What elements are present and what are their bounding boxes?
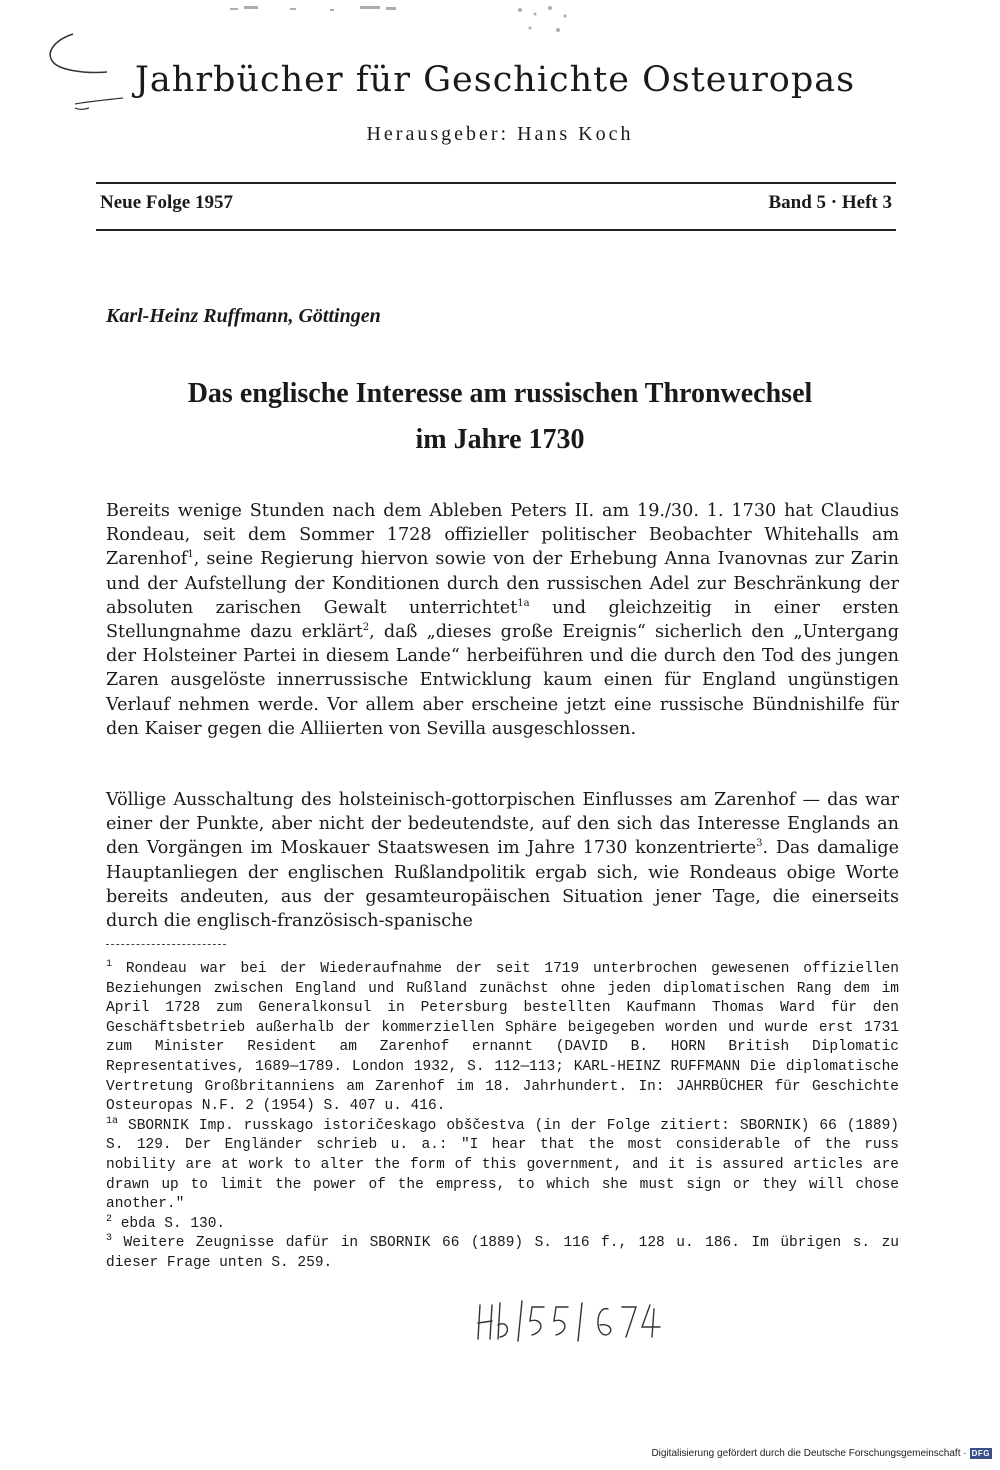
body-paragraph-2 [106,788,899,933]
footnote-separator [106,944,226,946]
body-paragraph-1 [106,499,899,741]
paragraph-text: und gleichzeitig in einer ersten Stellungnahme dazu erklärt [106,597,899,643]
editor-line: Herausgeber: Hans Koch [366,123,634,145]
faint-stamp-marks [220,0,600,40]
paragraph-text: Völlige Ausschaltung des holsteinisch-gottorpischen Einflusses am Zarenhof — das war einer der Punkte, aber nicht der bedeutendste, auf den sich das Interesse Englands an den Vorgängen im Moskauer Staatswesen im Jahre 1730 konzentrierte [106,790,899,859]
paragraph-text: . Das damalige Hauptanliegen der englischen Rußlandpolitik ergab sich, wie Rondeaus obige Worte bereits andeuten, aus der gesamteuropäischen Situation jener Tage, die einerseits durch die englisch-französisch-spanische [106,838,899,932]
footnote-mark: 1 [106,959,113,971]
paragraph-text: , daß „dieses große Ereignis“ sicherlich den „Untergang der Holsteiner Partei in diesem Lande“ herbeiführen und die durch den Tod des jungen Zaren ausgelöste innerrussische Entwicklung kaum einen für England ungünstigen Verlauf nehmen werde. Vor allem aber erscheine jetzt eine russische Bündnishilfe für den Kaiser gegen die Alliierten von Sevilla ausgeschlossen. [106,622,899,739]
article-title [80,371,920,463]
footnote-mark: 2 [106,1213,113,1225]
footnote-2 [106,1215,899,1235]
credit-text: Digitalisierung gefördert durch die Deutsche Forschungsgemeinschaft · [651,1448,967,1459]
footnote-1a [106,1117,899,1215]
paragraph-text: , seine Regierung hiervon sowie von der Erhebung Anna Ivanovnas zur Zarin und der Aufstellung der Konditionen durch den russischen Adel zur Beschränkung der absoluten zarischen Gewalt unterrichtet [106,549,899,618]
handwritten-shelfmark [470,1295,690,1345]
footnote-ref: 1a [517,597,530,609]
footnote-text: Weitere Zeugnisse dafür in SBORNIK 66 (1889) S. 116 f., 128 u. 186. Im übrigen s. zu dieser Frage unten S. 259. [106,1235,900,1271]
header-rule-bottom [96,229,896,231]
volume-label: Band 5 · Heft 3 [768,192,892,213]
footnote-mark: 1a [106,1115,119,1127]
digitization-credit [651,1448,992,1459]
footnote-3 [106,1234,899,1273]
footnote-text: ebda S. 130. [120,1215,226,1232]
footnote-ref: 1 [187,549,194,561]
paragraph-text: Bereits wenige Stunden nach dem Ableben Peters II. am 19./30. 1. 1730 hat Claudius Rondeau, seit dem Sommer 1728 offizieller politischer Beobachter Whitehalls am Zarenhof [106,501,899,570]
footnote-text: Rondeau war bei der Wiederaufnahme der seit 1719 unterbrochen gewesenen offiziellen Beziehungen zwischen England und Rußland zunächst ohne jeden diplomatischen Rang dem im April 1728 zum Generalkonsul in Petersburg bestellten Kaufmann Thomas Ward für den Geschäftsbetrieb außerhalb der kommerziellen Sphäre beigegeben worden und wurde erst 1731 zum Minister Resident am Zarenhof ernannt (DAVID B. HORN British Diplomatic Representatives, 1689—1789. London 1932, S. 112—113; KARL-HEINZ RUFFMANN Die diplomatische Vertretung Großbritanniens am Zarenhof im 18. Jahrhundert. In: JAHRBÜCHER für Geschichte Osteuropas N.F. 2 (1954) S. 407 u. 416. [106,961,900,1115]
footnote-mark: 3 [106,1233,113,1245]
footnote-1 [106,960,899,1117]
series-label: Neue Folge 1957 [100,192,233,213]
footnote-text: SBORNIK Imp. russkago istoričeskago obščestva (in der Folge zitiert: SBORNIK) 66 (1889) S. 129. Der Engländer schrieb u. a.: "I hear that the most considerable of the russ nobility are at work to alter the form of this government, and it is assured articles are drawn up to limit the power of the empress, to which she must sign or they will chose another." [106,1117,900,1213]
article-author: Karl-Heinz Ruffmann, Göttingen [106,305,381,327]
footnotes [106,960,899,1274]
journal-title: Jahrbücher für Geschichte Osteuropas [134,60,856,100]
header-rule-top [96,182,896,184]
dfg-logo: DFG [971,1449,990,1458]
footnote-ref: 2 [362,622,370,634]
footnote-ref: 3 [756,838,763,850]
article-title-line-1: Das englische Interesse am russischen Thronwechsel [187,378,813,409]
article-title-line-2: im Jahre 1730 [415,424,585,455]
